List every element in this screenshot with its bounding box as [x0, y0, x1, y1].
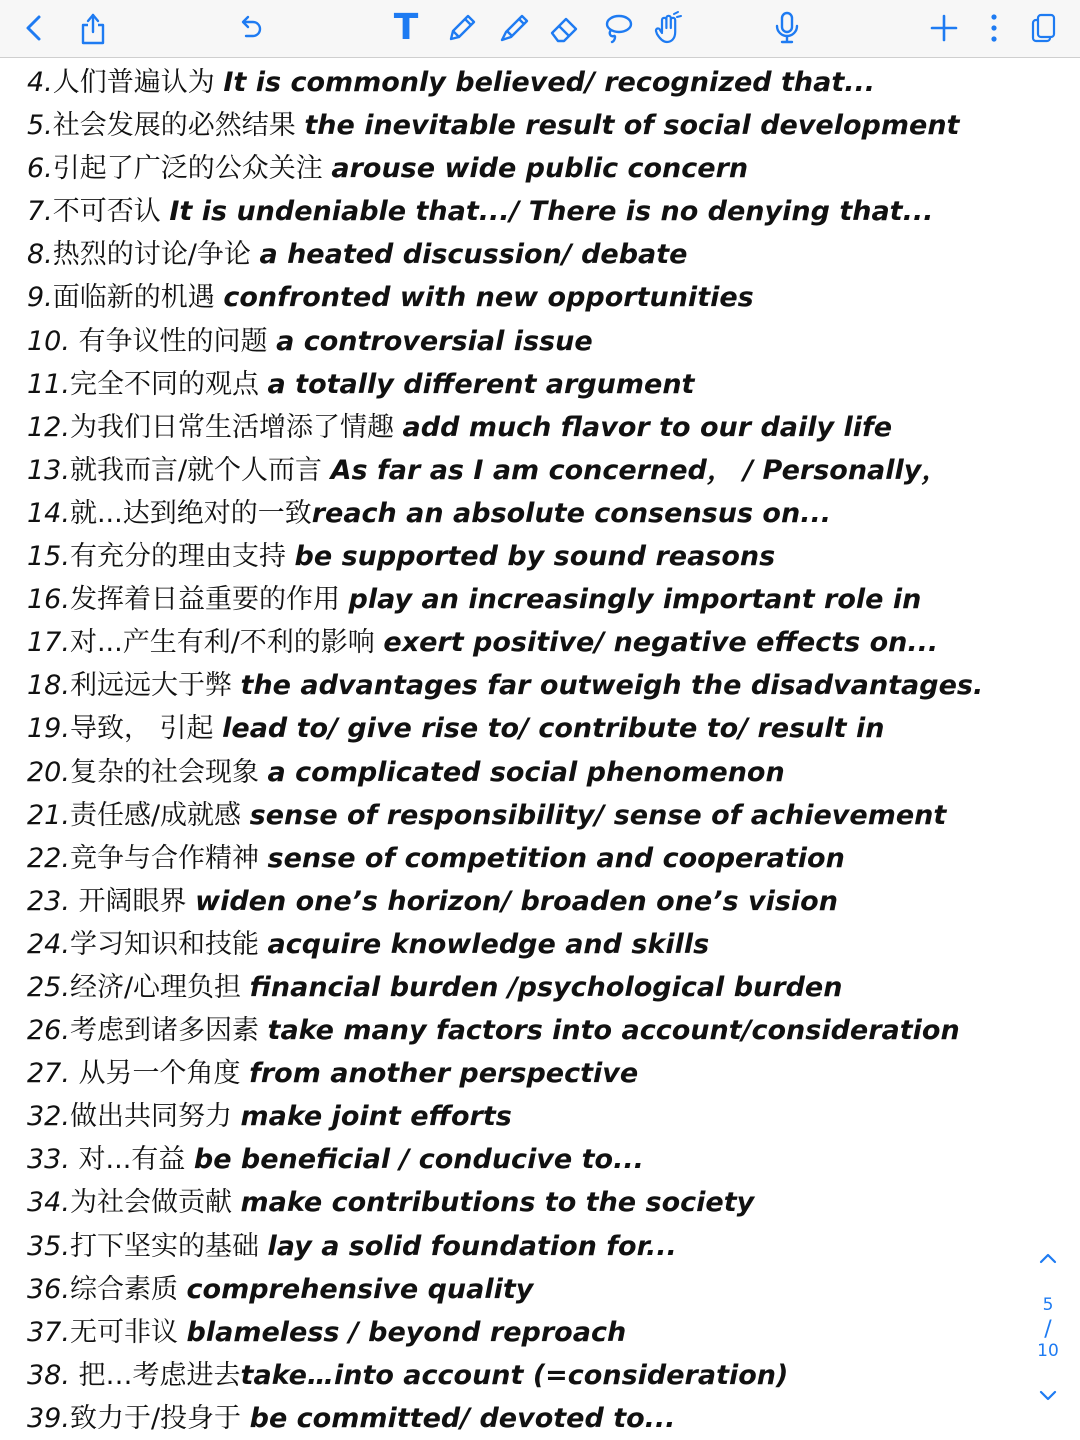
entry-number: 6.: [27, 153, 53, 185]
entry-number: 32.: [27, 1101, 70, 1133]
hand-gesture-icon[interactable]: [646, 6, 690, 50]
phrase-entry: [27, 880, 1017, 923]
chinese-phrase: 就我而言/就个人而言: [69, 454, 331, 486]
english-phrase: a complicated social phenomenon: [267, 756, 785, 788]
entry-number: 21.: [27, 799, 70, 831]
english-phrase: exert positive/ negative effects on...: [383, 627, 939, 659]
english-phrase: a totally different argument: [267, 368, 695, 400]
chinese-phrase: 做出共同努力: [69, 1101, 241, 1133]
entry-number: 37.: [27, 1316, 70, 1348]
chinese-phrase: 人们普遍认为: [52, 67, 224, 98]
phrase-entry: [27, 320, 1017, 363]
phrase-entry: [27, 1397, 1017, 1440]
entry-number: 39.: [27, 1402, 70, 1434]
phrase-entry: [27, 104, 1017, 147]
english-phrase: a heated discussion/ debate: [259, 239, 688, 271]
english-phrase: confronted with new opportunities: [223, 282, 754, 314]
entry-number: 15.: [27, 541, 70, 573]
phrase-entry: [27, 751, 1017, 794]
entry-number: 8.: [27, 239, 53, 271]
english-phrase: arouse wide public concern: [331, 153, 749, 185]
page-navigator: [1023, 1245, 1073, 1415]
entry-number: 26.: [27, 1015, 70, 1047]
chinese-phrase: 不可否认: [52, 196, 170, 228]
english-phrase: It is undeniable that.../ There is no denying that...: [169, 196, 934, 228]
phrase-entry: [27, 664, 1017, 707]
english-phrase: be beneficial / conducive to...: [193, 1144, 644, 1176]
eraser-icon[interactable]: [543, 6, 587, 50]
phrase-entry: [27, 233, 1017, 276]
phrase-entry: [27, 1095, 1017, 1138]
entry-number: 17.: [27, 627, 70, 659]
chinese-phrase: 热烈的讨论/争论: [52, 239, 260, 271]
english-phrase: a controversial issue: [276, 325, 593, 357]
english-phrase: add much flavor to our daily life: [402, 411, 893, 443]
chinese-phrase: 面临新的机遇: [52, 282, 224, 314]
more-icon[interactable]: [972, 6, 1016, 50]
chevron-down-icon[interactable]: [1035, 1383, 1061, 1409]
entry-number: 35.: [27, 1230, 70, 1262]
chinese-phrase: 无可非议: [69, 1316, 187, 1348]
phrase-list: [27, 61, 1017, 1440]
page-separator: /: [1044, 1317, 1052, 1342]
phrase-entry: [27, 1181, 1017, 1224]
chinese-phrase: 引起了广泛的公众关注: [52, 153, 332, 185]
chinese-phrase: 有充分的理由支持: [69, 541, 295, 573]
english-phrase: from another perspective: [249, 1058, 639, 1090]
phrase-entry: [27, 621, 1017, 664]
entry-number: 7.: [27, 196, 53, 228]
entry-number: 12.: [27, 411, 70, 443]
english-phrase: make contributions to the society: [240, 1187, 755, 1219]
add-icon[interactable]: [922, 6, 966, 50]
chinese-phrase: 对...有益: [78, 1144, 194, 1176]
entry-number: 23.: [27, 885, 79, 917]
english-phrase: lead to/ give rise to/ contribute to/ result in: [222, 713, 885, 745]
entry-number: 25.: [27, 971, 70, 1003]
english-phrase: be committed/ devoted to...: [249, 1402, 676, 1434]
chinese-phrase: 综合素质: [69, 1273, 187, 1305]
phrase-entry: [27, 837, 1017, 880]
chinese-phrase: 社会发展的必然结果: [52, 110, 305, 142]
chinese-phrase: 对...产生有利/不利的影响: [69, 627, 384, 659]
phrase-entry: [27, 1009, 1017, 1052]
phrase-entry: [27, 1311, 1017, 1354]
english-phrase: acquire knowledge and skills: [267, 928, 710, 960]
notes-page[interactable]: [0, 58, 1080, 1440]
phrase-entry: [27, 406, 1017, 449]
english-phrase: take many factors into account/consideration: [267, 1015, 960, 1047]
entry-number: 36.: [27, 1273, 70, 1305]
undo-icon[interactable]: [228, 6, 272, 50]
english-phrase: the advantages far outweigh the disadvantages.: [240, 670, 984, 702]
entry-number: 14.: [27, 497, 70, 529]
english-phrase: sense of competition and cooperation: [267, 842, 845, 874]
english-phrase: sense of responsibility/ sense of achievement: [249, 799, 947, 831]
chinese-phrase: 从另一个角度: [78, 1058, 250, 1090]
chinese-phrase: 完全不同的观点: [69, 368, 268, 400]
entry-number: 27.: [27, 1058, 79, 1090]
english-phrase: lay a solid foundation for...: [267, 1230, 677, 1262]
english-phrase: blameless / beyond reproach: [186, 1316, 627, 1348]
english-phrase: reach an absolute consensus on...: [311, 497, 831, 529]
english-phrase: financial burden /psychological burden: [249, 971, 843, 1003]
entry-number: 24.: [27, 928, 70, 960]
entry-number: 38.: [27, 1359, 79, 1391]
text-tool-label: T: [393, 7, 419, 48]
phrase-entry: [27, 276, 1017, 319]
english-phrase: the inevitable result of social development: [304, 110, 960, 142]
chinese-phrase: 竞争与合作精神: [69, 842, 268, 874]
english-phrase: play an increasingly important role in: [348, 584, 922, 616]
phrase-entry: [27, 1225, 1017, 1268]
chinese-phrase: 把…考虑进去: [78, 1359, 241, 1391]
text-tool-icon[interactable]: [384, 6, 428, 50]
phrase-entry: [27, 147, 1017, 190]
phrase-entry: [27, 1052, 1017, 1095]
phrase-entry: [27, 61, 1017, 104]
english-phrase: make joint efforts: [240, 1101, 512, 1133]
english-phrase: As far as I am concerned， / Personally，: [330, 454, 949, 486]
chevron-up-icon[interactable]: [1035, 1245, 1061, 1271]
phrase-entry: [27, 923, 1017, 966]
highlighter-icon[interactable]: [492, 6, 536, 50]
chinese-phrase: 致力于/投身于: [69, 1402, 250, 1434]
back-icon[interactable]: [12, 6, 56, 50]
chinese-phrase: 责任感/成就感: [69, 799, 250, 831]
chinese-phrase: 有争议性的问题: [78, 325, 277, 357]
chinese-phrase: 导致， 引起: [69, 713, 223, 745]
entry-number: 33.: [27, 1144, 79, 1176]
chinese-phrase: 考虑到诸多因素: [69, 1015, 268, 1047]
chinese-phrase: 复杂的社会现象: [69, 756, 268, 788]
total-page-count: 10: [1037, 1341, 1059, 1361]
chinese-phrase: 发挥着日益重要的作用: [69, 584, 349, 616]
phrase-entry: [27, 794, 1017, 837]
phrase-entry: [27, 535, 1017, 578]
phrase-entry: [27, 1354, 1017, 1397]
chinese-phrase: 就...达到绝对的一致: [69, 497, 312, 529]
chinese-phrase: 为我们日常生活增添了情趣: [69, 411, 403, 443]
english-phrase: be supported by sound reasons: [294, 541, 776, 573]
english-phrase: take…into account (=consideration): [240, 1359, 789, 1391]
entry-number: 20.: [27, 756, 70, 788]
phrase-entry: [27, 363, 1017, 406]
phrase-entry: [27, 966, 1017, 1009]
entry-number: 11.: [27, 368, 70, 400]
entry-number: 19.: [27, 713, 70, 745]
english-phrase: widen one’s horizon/ broaden one’s vision: [195, 885, 838, 917]
phrase-entry: [27, 190, 1017, 233]
entry-number: 18.: [27, 670, 70, 702]
chinese-phrase: 经济/心理负担: [69, 971, 250, 1003]
english-phrase: comprehensive quality: [186, 1273, 534, 1305]
english-phrase: It is commonly believed/ recognized that...: [223, 67, 876, 98]
phrase-entry: [27, 707, 1017, 750]
chinese-phrase: 为社会做贡献: [69, 1187, 241, 1219]
pages-icon[interactable]: [1022, 6, 1066, 50]
current-page-number: 5: [1042, 1295, 1054, 1315]
entry-number: 13.: [27, 454, 70, 486]
phrase-entry: [27, 578, 1017, 621]
chinese-phrase: 开阔眼界: [78, 885, 196, 917]
entry-number: 9.: [27, 282, 53, 314]
toolbar: [0, 0, 1080, 58]
entry-number: 10.: [27, 325, 79, 357]
entry-number: 34.: [27, 1187, 70, 1219]
pen-icon[interactable]: [440, 6, 484, 50]
entry-number: 4.: [27, 67, 53, 98]
entry-number: 22.: [27, 842, 70, 874]
phrase-entry: [27, 449, 1017, 492]
phrase-entry: [27, 1138, 1017, 1181]
entry-number: 16.: [27, 584, 70, 616]
chinese-phrase: 利远远大于弊: [69, 670, 241, 702]
share-icon[interactable]: [71, 6, 115, 50]
entry-number: 5.: [27, 110, 53, 142]
phrase-entry: [27, 1268, 1017, 1311]
chinese-phrase: 打下坚实的基础: [69, 1230, 268, 1262]
phrase-entry: [27, 492, 1017, 535]
chinese-phrase: 学习知识和技能: [69, 928, 268, 960]
lasso-icon[interactable]: [596, 6, 640, 50]
microphone-icon[interactable]: [765, 6, 809, 50]
